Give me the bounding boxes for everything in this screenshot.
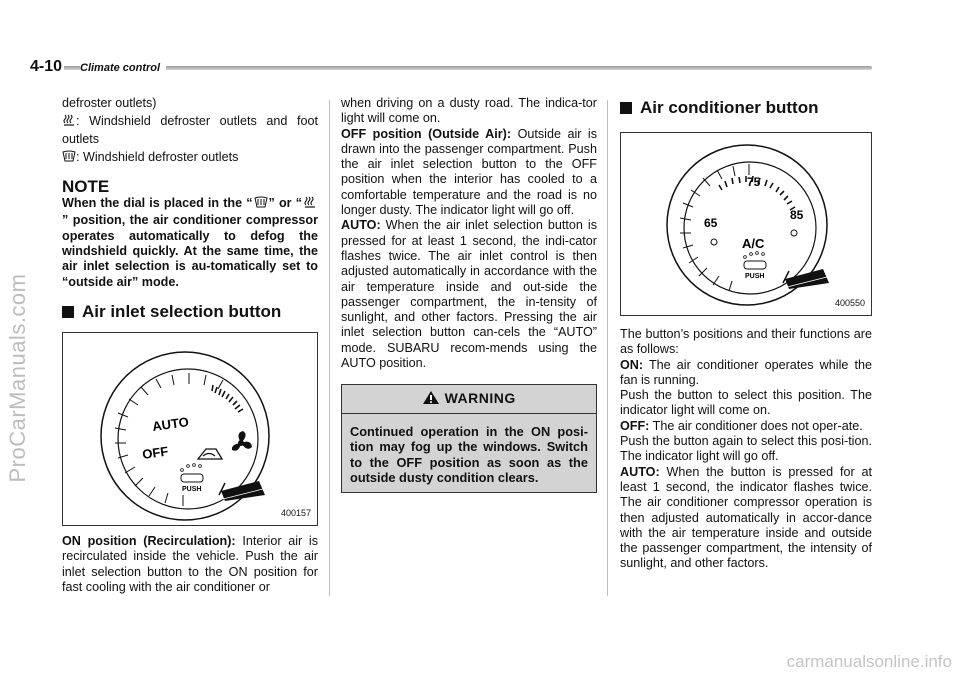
column-left bbox=[62, 96, 318, 595]
paragraph bbox=[620, 465, 872, 572]
text: The air conditioner operates while the fan is running. bbox=[620, 357, 872, 387]
term-label: AUTO: bbox=[341, 218, 381, 233]
side-watermark: ProCarManuals.com bbox=[5, 273, 30, 483]
warning-title: WARNING bbox=[444, 390, 516, 407]
text: When the air inlet selection button is pressed for at least 1 second, the indi-cator flashes twice. The air inlet control is then adjusted automatically in accordance with the air temperature inside and out-side the passenger compartment, the in-tensity of sunlight, and other factors. Pressing the air inlet selection button can-cels the “AUTO” mode. SUBARU recom-mends using the AUTO position. bbox=[341, 218, 598, 371]
ac-label: A/C bbox=[742, 236, 765, 251]
figure-id: 400157 bbox=[280, 507, 311, 518]
heading-text: Air inlet selection button bbox=[82, 301, 282, 321]
term-label: AUTO: bbox=[620, 464, 660, 479]
text: When the dial is placed in the “ bbox=[62, 196, 253, 211]
page-number: 4-10 bbox=[30, 58, 63, 75]
push-label: PUSH bbox=[745, 273, 765, 280]
ac-dial-illustration bbox=[621, 133, 871, 315]
air-inlet-figure bbox=[62, 332, 318, 526]
paragraph bbox=[620, 358, 872, 389]
paragraph: defroster outlets) bbox=[62, 96, 157, 110]
term-label: ON position (Recirculation): bbox=[62, 533, 236, 548]
text: The air conditioner does not oper-ate. bbox=[652, 418, 863, 433]
text: When the button is pressed for at least 1 second, the indicator flashes twice. The air conditioner compressor operation is then adjusted automatically in accor-dance with the air temperature inside and outside the passenger compartment, the intensity of sunlight, and other factors. bbox=[620, 464, 873, 571]
paragraph: The button’s positions and their functions are as follows: bbox=[620, 327, 872, 357]
text: ” position, the air conditioner compressor operates automatically to defog the windshield quickly. At the same time, the air inlet selection is au-tomatically set to “outside air” mode. bbox=[62, 213, 318, 289]
text: Interior air is recirculated inside the vehicle. Push the air inlet selection button to the ON position for fast cooling with the air conditioner or bbox=[62, 533, 319, 594]
term-label: OFF position (Outside Air): bbox=[341, 126, 512, 141]
windshield-defrost-icon bbox=[62, 150, 76, 167]
section-heading bbox=[620, 98, 872, 118]
text: ” or “ bbox=[268, 196, 302, 211]
text: : Windshield defroster outlets and foot outlets bbox=[62, 114, 318, 146]
paragraph bbox=[62, 150, 318, 167]
paragraph bbox=[341, 127, 597, 219]
term-label: OFF: bbox=[620, 418, 650, 433]
dial-label-off: OFF bbox=[141, 443, 170, 462]
push-label: PUSH bbox=[182, 485, 202, 493]
figure-id: 400550 bbox=[834, 297, 865, 308]
paragraph: Push the button to select this position. The indicator light will come on. bbox=[620, 388, 872, 418]
warning-box bbox=[341, 384, 597, 492]
note-text bbox=[62, 196, 318, 290]
section-title: Climate control bbox=[80, 62, 166, 74]
paragraph bbox=[62, 534, 318, 595]
column-divider bbox=[607, 100, 608, 596]
square-bullet-icon bbox=[62, 306, 74, 318]
note-title: NOTE bbox=[62, 177, 110, 197]
temp-label-85: 85 bbox=[790, 208, 804, 222]
paragraph: Push the button again to select this posi-tion. The indicator light will go off. bbox=[620, 434, 872, 464]
column-middle bbox=[341, 96, 597, 493]
column-right bbox=[620, 96, 872, 572]
warning-text: Continued operation in the ON posi-tion may fog up the windows. Switch to the OFF position as soon as the outside dusty condition clears. bbox=[342, 414, 596, 492]
paragraph bbox=[620, 419, 872, 434]
term-label: ON: bbox=[620, 357, 644, 372]
temp-label-75: 75 bbox=[747, 175, 761, 189]
defrost-foot-icon bbox=[302, 196, 318, 213]
warning-header bbox=[342, 385, 596, 413]
windshield-defrost-icon bbox=[253, 196, 269, 213]
warning-triangle-icon bbox=[422, 390, 440, 408]
text: Outside air is drawn into the passenger compartment. Push the air inlet selection button to the OFF position when the interior has cooled to a comfortable temperature and the road is no longer dusty. The indicator light will go off. bbox=[341, 126, 598, 218]
defrost-foot-icon bbox=[62, 114, 76, 131]
temp-label-65: 65 bbox=[704, 216, 718, 230]
section-heading bbox=[62, 302, 318, 322]
ac-button-figure bbox=[620, 132, 872, 316]
column-divider bbox=[329, 100, 330, 596]
paragraph bbox=[341, 218, 597, 371]
paragraph bbox=[62, 114, 318, 147]
text: : Windshield defroster outlets bbox=[76, 149, 239, 164]
paragraph: when driving on a dusty road. The indica-tor light will come on. bbox=[341, 96, 597, 126]
heading-text: Air conditioner button bbox=[640, 98, 819, 117]
square-bullet-icon bbox=[620, 102, 632, 114]
dial-label-auto: AUTO bbox=[151, 413, 190, 434]
footer-watermark: carmanualsonline.info bbox=[786, 652, 952, 671]
air-inlet-dial-illustration bbox=[63, 333, 317, 525]
